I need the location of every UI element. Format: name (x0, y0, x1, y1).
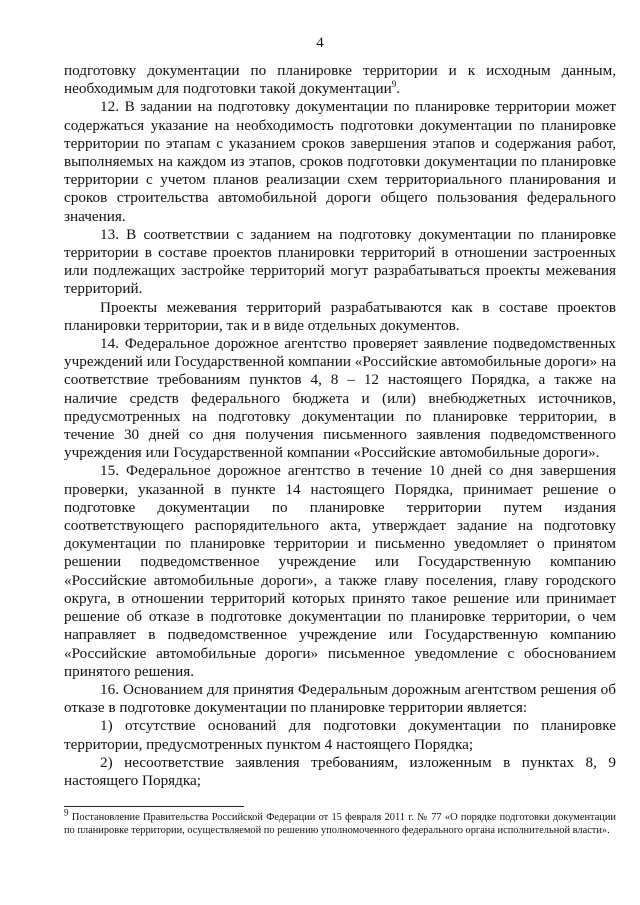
footnote-divider (64, 806, 244, 807)
footnote (64, 807, 616, 837)
footnote-reference: 9 (391, 79, 397, 90)
paragraph-13-continuation: Проекты межевания территорий разрабатываются как в составе проектов планировки территории, так и в виде отдельных документов. (64, 298, 616, 334)
paragraph-16-item-2: 2) несоответствие заявления требованиям, изложенным в пунктах 8, 9 настоящего Порядка; (64, 753, 616, 789)
paragraph-15: 15. Федеральное дорожное агентство в течение 10 дней со дня завершения проверки, указанной в пункте 14 настоящего Порядка, принимает решение о подготовке документации по планировке территории путем издания соответствующего распорядительного акта, утверждает задание на подготовку документации по планировке территории и письменно уведомляет о принятом решении подведомственное учреждение или Государственную компанию «Российские автомобильные дороги», а также главу поселения, главу городского округа, в отношении территорий которых принято такое решение или принимает решение об отказе в подготовке документации по планировке территории, о чем направляет в подведомственное учреждение или Государственную компанию «Российские автомобильные дороги» письменное уведомление с обоснованием принятого решения. (64, 462, 616, 680)
paragraph-16-item-1: 1) отсутствие оснований для подготовки документации по планировке территории, предусмотренных пунктом 4 настоящего Порядка; (64, 717, 616, 753)
footnote-marker: 9 (64, 807, 69, 818)
paragraph-text: подготовку документации по планировке территории и к исходным данным, необходимым для подготовки такой документации (64, 62, 616, 98)
paragraph-continuation (64, 62, 616, 98)
paragraph-tail: . (396, 80, 400, 98)
page-number: 4 (316, 35, 324, 51)
paragraph-14: 14. Федеральное дорожное агентство проверяет заявление подведомственных учреждений или Государственной компании «Российские автомобильные дороги» на соответствие требованиям пунктов 4, 8 – 12 настоящего Порядка, а также на наличие средств федерального бюджета и (или) внебюджетных источников, предусмотренных на подготовку документации по планировке территории, в течение 30 дней со дня получения письменного заявления подведомственного учреждения или Государственной компании «Российские автомобильные дороги». (64, 335, 616, 462)
footnote-text: Постановление Правительства Российской Федерации от 15 февраля 2011 г. № 77 «О порядке подготовки документации по планировке территории, осуществляемой по решению уполномоченного федерального органа исполнительной власти». (64, 812, 616, 836)
document-body (64, 62, 616, 790)
paragraph-13: 13. В соответствии с заданием на подготовку документации по планировке территории в составе проектов планировки территорий в отношении застроенных или подлежащих застройке территорий могут разрабатываться проекты межевания территорий. (64, 225, 616, 298)
paragraph-16: 16. Основанием для принятия Федеральным дорожным агентством решения об отказе в подготовке документации по планировке территории является: (64, 680, 616, 717)
paragraph-12: 12. В задании на подготовку документации по планировке территории может содержаться указание на необходимость подготовки документации по планировке территории по этапам с указанием сроков завершения этапов и содержания работ, выполняемых на каждом из этапов, сроков подготовки документации по планировке территории с учетом планов реализации схем территориального планирования и сроков строительства автомобильной дороги общего пользования федерального значения. (64, 98, 616, 225)
